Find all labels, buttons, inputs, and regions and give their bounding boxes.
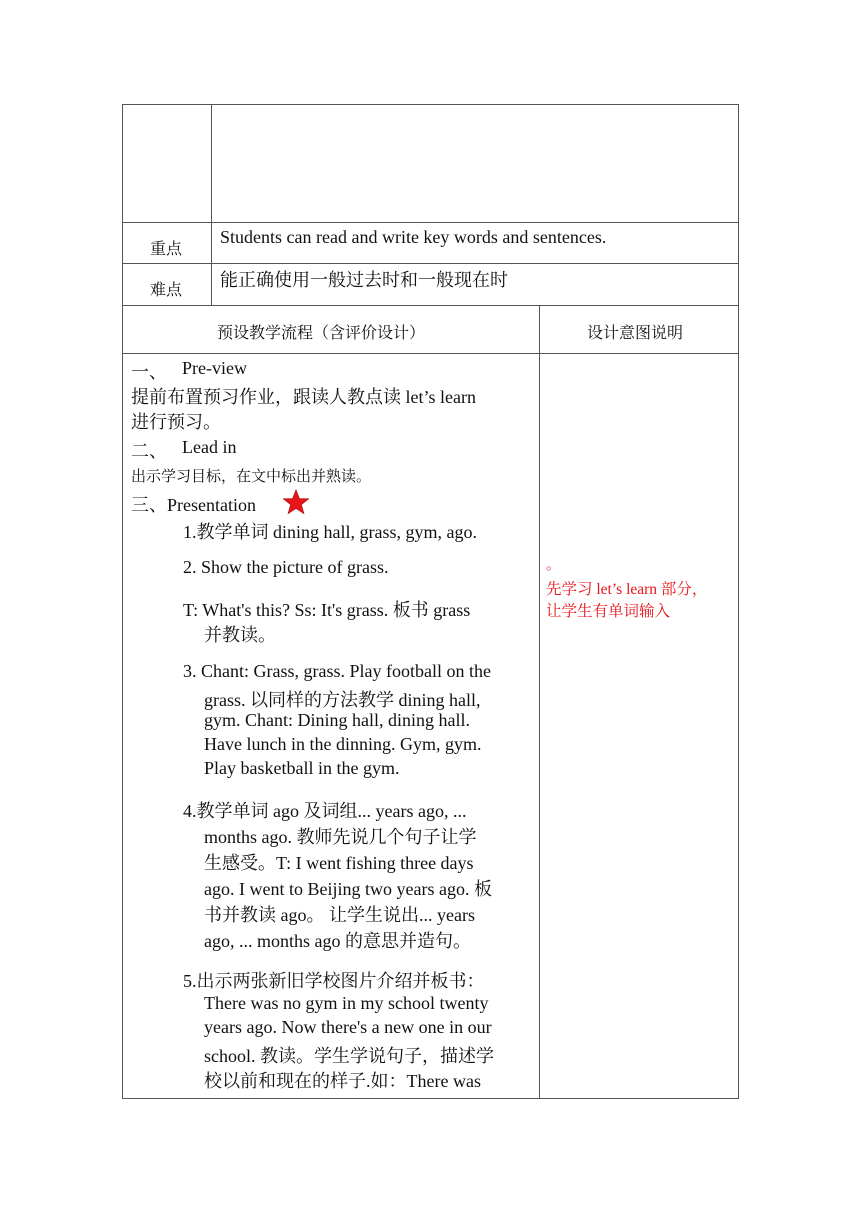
item4-line6: ago, ... months ago 的意思并造句。 — [204, 931, 471, 951]
item3-line1: 3. Chant: Grass, grass. Play football on the — [183, 661, 491, 681]
item2: 2. Show the picture of grass. — [183, 557, 389, 577]
item5-line3: years ago. Now there's a new one in our — [204, 1017, 492, 1037]
item4-line4: ago. I went to Beijing two years ago. 板 — [204, 879, 492, 899]
item3-line4: Have lunch in the dinning. Gym, gym. — [204, 734, 482, 754]
step2-number: 二、 — [131, 441, 167, 461]
step3-title: 三、Presentation — [131, 495, 256, 515]
row-divider-1 — [122, 222, 739, 223]
step2-title: Lead in — [182, 437, 237, 457]
difficult-point-label: 难点 — [150, 280, 183, 299]
label-column-divider — [211, 104, 212, 305]
item3-line5: Play basketball in the gym. — [204, 758, 400, 778]
item4-line5: 书并教读 ago。 让学生说出... years — [204, 905, 475, 925]
intent-line1: 先学习 let’s learn 部分， — [546, 581, 708, 598]
row-divider-2 — [122, 263, 739, 264]
item2-dialog-line1: T: What's this? Ss: It's grass. 板书 grass — [183, 600, 471, 620]
item3-line3: gym. Chant: Dining hall, dining hall. — [204, 710, 470, 730]
process-column-divider — [539, 305, 540, 1099]
step2-line1: 出示学习目标，在文中标出并熟读。 — [131, 467, 372, 485]
item4-line1: 4.教学单词 ago 及词组... years ago, ... — [183, 801, 467, 821]
step1-line2: 进行预习。 — [131, 412, 221, 432]
header-divider — [122, 353, 739, 354]
intent-dot: 。 — [546, 557, 562, 573]
process-header: 预设教学流程（含评价设计） — [217, 323, 426, 342]
key-point-label: 重点 — [150, 239, 183, 258]
item1: 1.教学单词 dining hall, grass, gym, ago. — [183, 522, 477, 542]
step1-number: 一、 — [131, 362, 167, 382]
item5-line4: school. 教读。学生学说句子，描述学 — [204, 1046, 494, 1066]
item5-line1: 5.出示两张新旧学校图片介绍并板书： — [183, 971, 485, 991]
item5-line5: 校以前和现在的样子.如：There was — [204, 1071, 481, 1091]
intent-header: 设计意图说明 — [587, 323, 684, 342]
step1-line1: 提前布置预习作业，跟读人教点读 let’s learn — [131, 387, 476, 407]
difficult-point-content: 能正确使用一般过去时和一般现在时 — [220, 270, 508, 290]
item4-line2: months ago. 教师先说几个句子让学 — [204, 827, 477, 847]
item4-line3: 生感受。T: I went fishing three days — [204, 853, 474, 873]
item5-line2: There was no gym in my school twenty — [204, 993, 489, 1013]
intent-line2: 让学生有单词输入 — [546, 603, 671, 620]
step1-title: Pre-view — [182, 358, 247, 378]
star-icon — [282, 489, 310, 515]
item2-dialog-line2: 并教读。 — [204, 625, 276, 645]
item3-line2: grass. 以同样的方法教学 dining hall, — [204, 690, 481, 710]
key-point-content: Students can read and write key words and sentences. — [220, 227, 607, 247]
